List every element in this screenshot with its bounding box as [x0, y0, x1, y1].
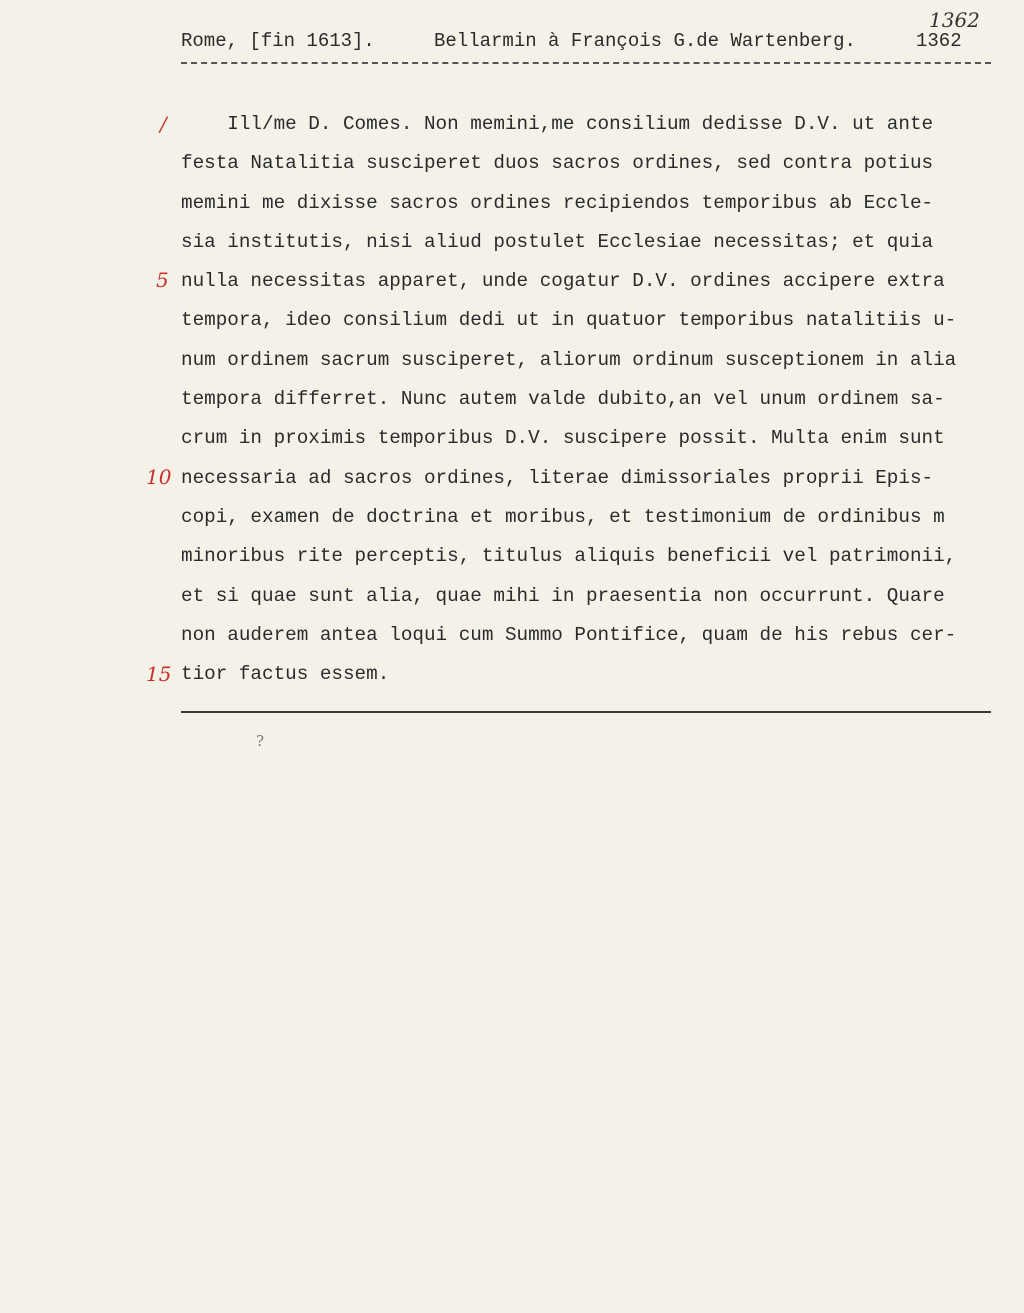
- body-line: tior factus essem.: [181, 663, 390, 686]
- footer-query-mark: ?: [256, 732, 265, 750]
- letter-body: [181, 105, 1001, 694]
- body-line: memini me dixisse sacros ordines recipiendos temporibus ab Eccle-: [181, 191, 934, 214]
- place-date: Rome, [fin 1613].: [181, 30, 375, 52]
- body-line: tempora differret. Nunc autem valde dubito,an vel unum ordinem sa-: [181, 388, 945, 411]
- body-line: Ill/me D. Comes. Non memini,me consilium dedisse D.V. ut ante: [181, 113, 934, 135]
- body-line: num ordinem sacrum susciperet, aliorum ordinum susceptionem in alia: [181, 348, 957, 371]
- margin-line-number-15: 15: [146, 662, 172, 686]
- page-number-typed: 1362: [916, 30, 962, 52]
- body-line: crum in proximis temporibus D.V. suscipere possit. Multa enim sunt: [181, 427, 945, 450]
- header-dashed-rule: [181, 62, 991, 64]
- body-line: non auderem antea loqui cum Summo Pontifice, quam de his rebus cer-: [181, 623, 957, 646]
- body-line: sia institutis, nisi aliud postulet Ecclesiae necessitas; et quia: [181, 230, 934, 253]
- page-header: [181, 8, 981, 60]
- margin-line-number-10: 10: [146, 465, 172, 489]
- body-line: tempora, ideo consilium dedi ut in quatuor temporibus natalitiis u-: [181, 309, 957, 332]
- page-number-handwritten: 1362: [929, 8, 980, 32]
- body-line: festa Natalitia susciperet duos sacros ordines, sed contra potius: [181, 152, 934, 175]
- body-line: nulla necessitas apparet, unde cogatur D.V. ordines accipere extra: [181, 270, 945, 293]
- body-line: copi, examen de doctrina et moribus, et testimonium de ordinibus m: [181, 505, 945, 528]
- margin-line-number-1: /: [160, 112, 167, 136]
- body-line: minoribus rite perceptis, titulus aliquis beneficii vel patrimonii,: [181, 545, 957, 568]
- margin-line-number-5: 5: [156, 268, 169, 292]
- body-line: necessaria ad sacros ordines, literae dimissoriales proprii Epis-: [181, 466, 934, 489]
- body-line: et si quae sunt alia, quae mihi in praesentia non occurrunt. Quare: [181, 584, 945, 607]
- closing-rule: [181, 711, 991, 713]
- letter-title: Bellarmin à François G.de Wartenberg.: [434, 30, 856, 52]
